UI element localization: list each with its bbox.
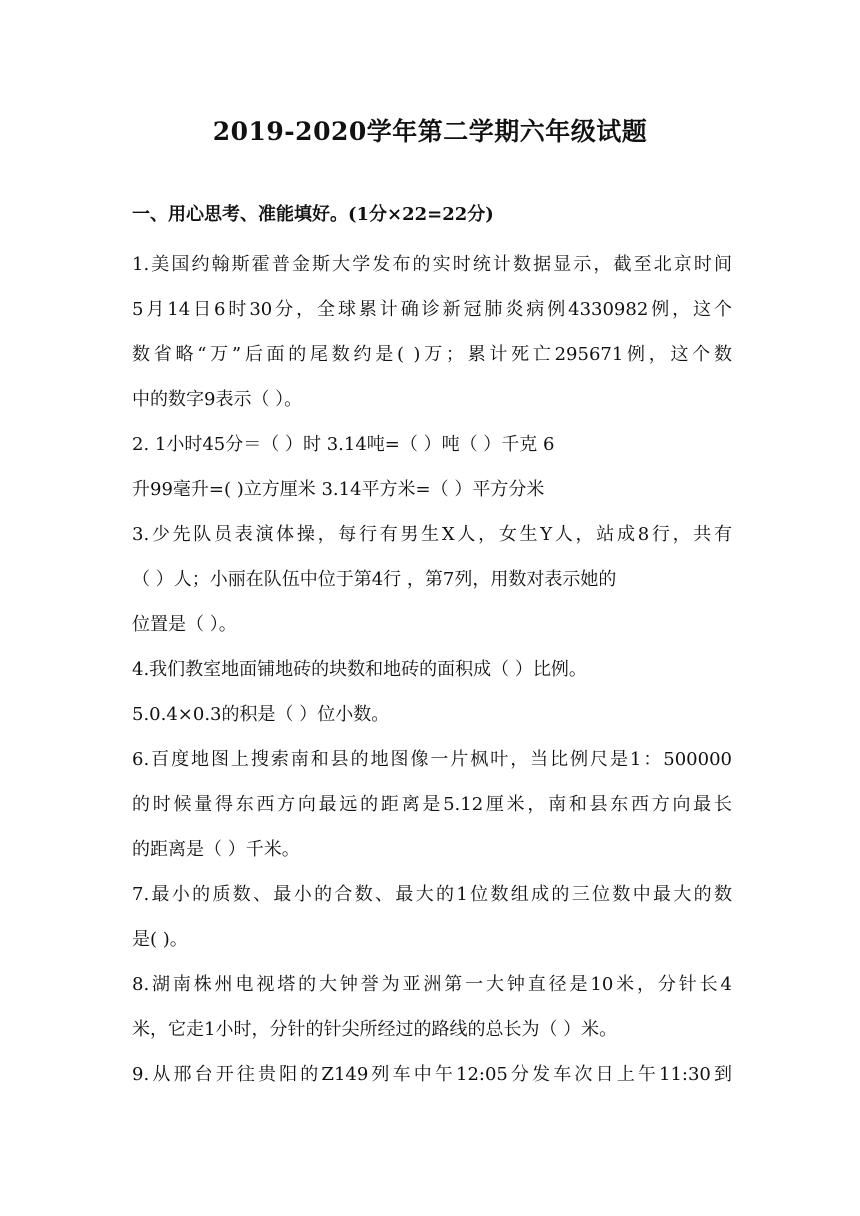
question-line: 4.我们教室地面铺地砖的块数和地砖的面积成（ ）比例。 bbox=[132, 659, 587, 680]
question-line: 7.最小的质数、最小的合数、最大的1位数组成的三位数中最大的数 bbox=[132, 884, 732, 905]
question-line: 中的数字9表示（ ）。 bbox=[132, 389, 303, 410]
question-line: 6.百度地图上搜索南和县的地图像一片枫叶，当比例尺是1：500000 bbox=[132, 749, 732, 770]
question-line: 米，它走1小时，分针的针尖所经过的路线的总长为（ ）米。 bbox=[132, 1019, 618, 1040]
section-heading: 一、用心思考、准能填好。(1分×22=22分) bbox=[132, 204, 494, 225]
question-line: （ ）人；小丽在队伍中位于第4行 ，第7列，用数对表示她的 bbox=[132, 569, 617, 590]
page-title: 2019-2020学年第二学期六年级试题 bbox=[212, 117, 648, 146]
question-line: 数省略“万”后面的尾数约是( )万；累计死亡295671例，这个数 bbox=[132, 344, 732, 365]
question-line: 9.从邢台开往贵阳的Z149列车中午12:05分发车次日上午11:30到 bbox=[132, 1064, 732, 1085]
question-line: 的时候量得东西方向最远的距离是5.12厘米，南和县东西方向最长 bbox=[132, 794, 732, 815]
question-line: 是( )。 bbox=[132, 929, 188, 950]
question-line: 3.少先队员表演体操，每行有男生X人，女生Y人，站成8行，共有 bbox=[132, 524, 732, 545]
question-line: 2. 1小时45分＝（ ）时 3.14吨=（ ）吨（ ）千克 6 bbox=[132, 434, 555, 455]
question-line: 的距离是（ ）千米。 bbox=[132, 839, 300, 860]
question-line: 5.0.4×0.3的积是（ ）位小数。 bbox=[132, 704, 390, 725]
question-line: 位置是（ ）。 bbox=[132, 614, 237, 635]
question-line: 5月14日6时30分，全球累计确诊新冠肺炎病例4330982例，这个 bbox=[132, 299, 732, 320]
question-line: 8.湖南株州电视塔的大钟誉为亚洲第一大钟直径是10米，分针长4 bbox=[132, 974, 732, 995]
question-line: 升99毫升=( )立方厘米 3.14平方米=（ ）平方分米 bbox=[132, 479, 545, 500]
question-line: 1.美国约翰斯霍普金斯大学发布的实时统计数据显示，截至北京时间 bbox=[132, 254, 732, 275]
